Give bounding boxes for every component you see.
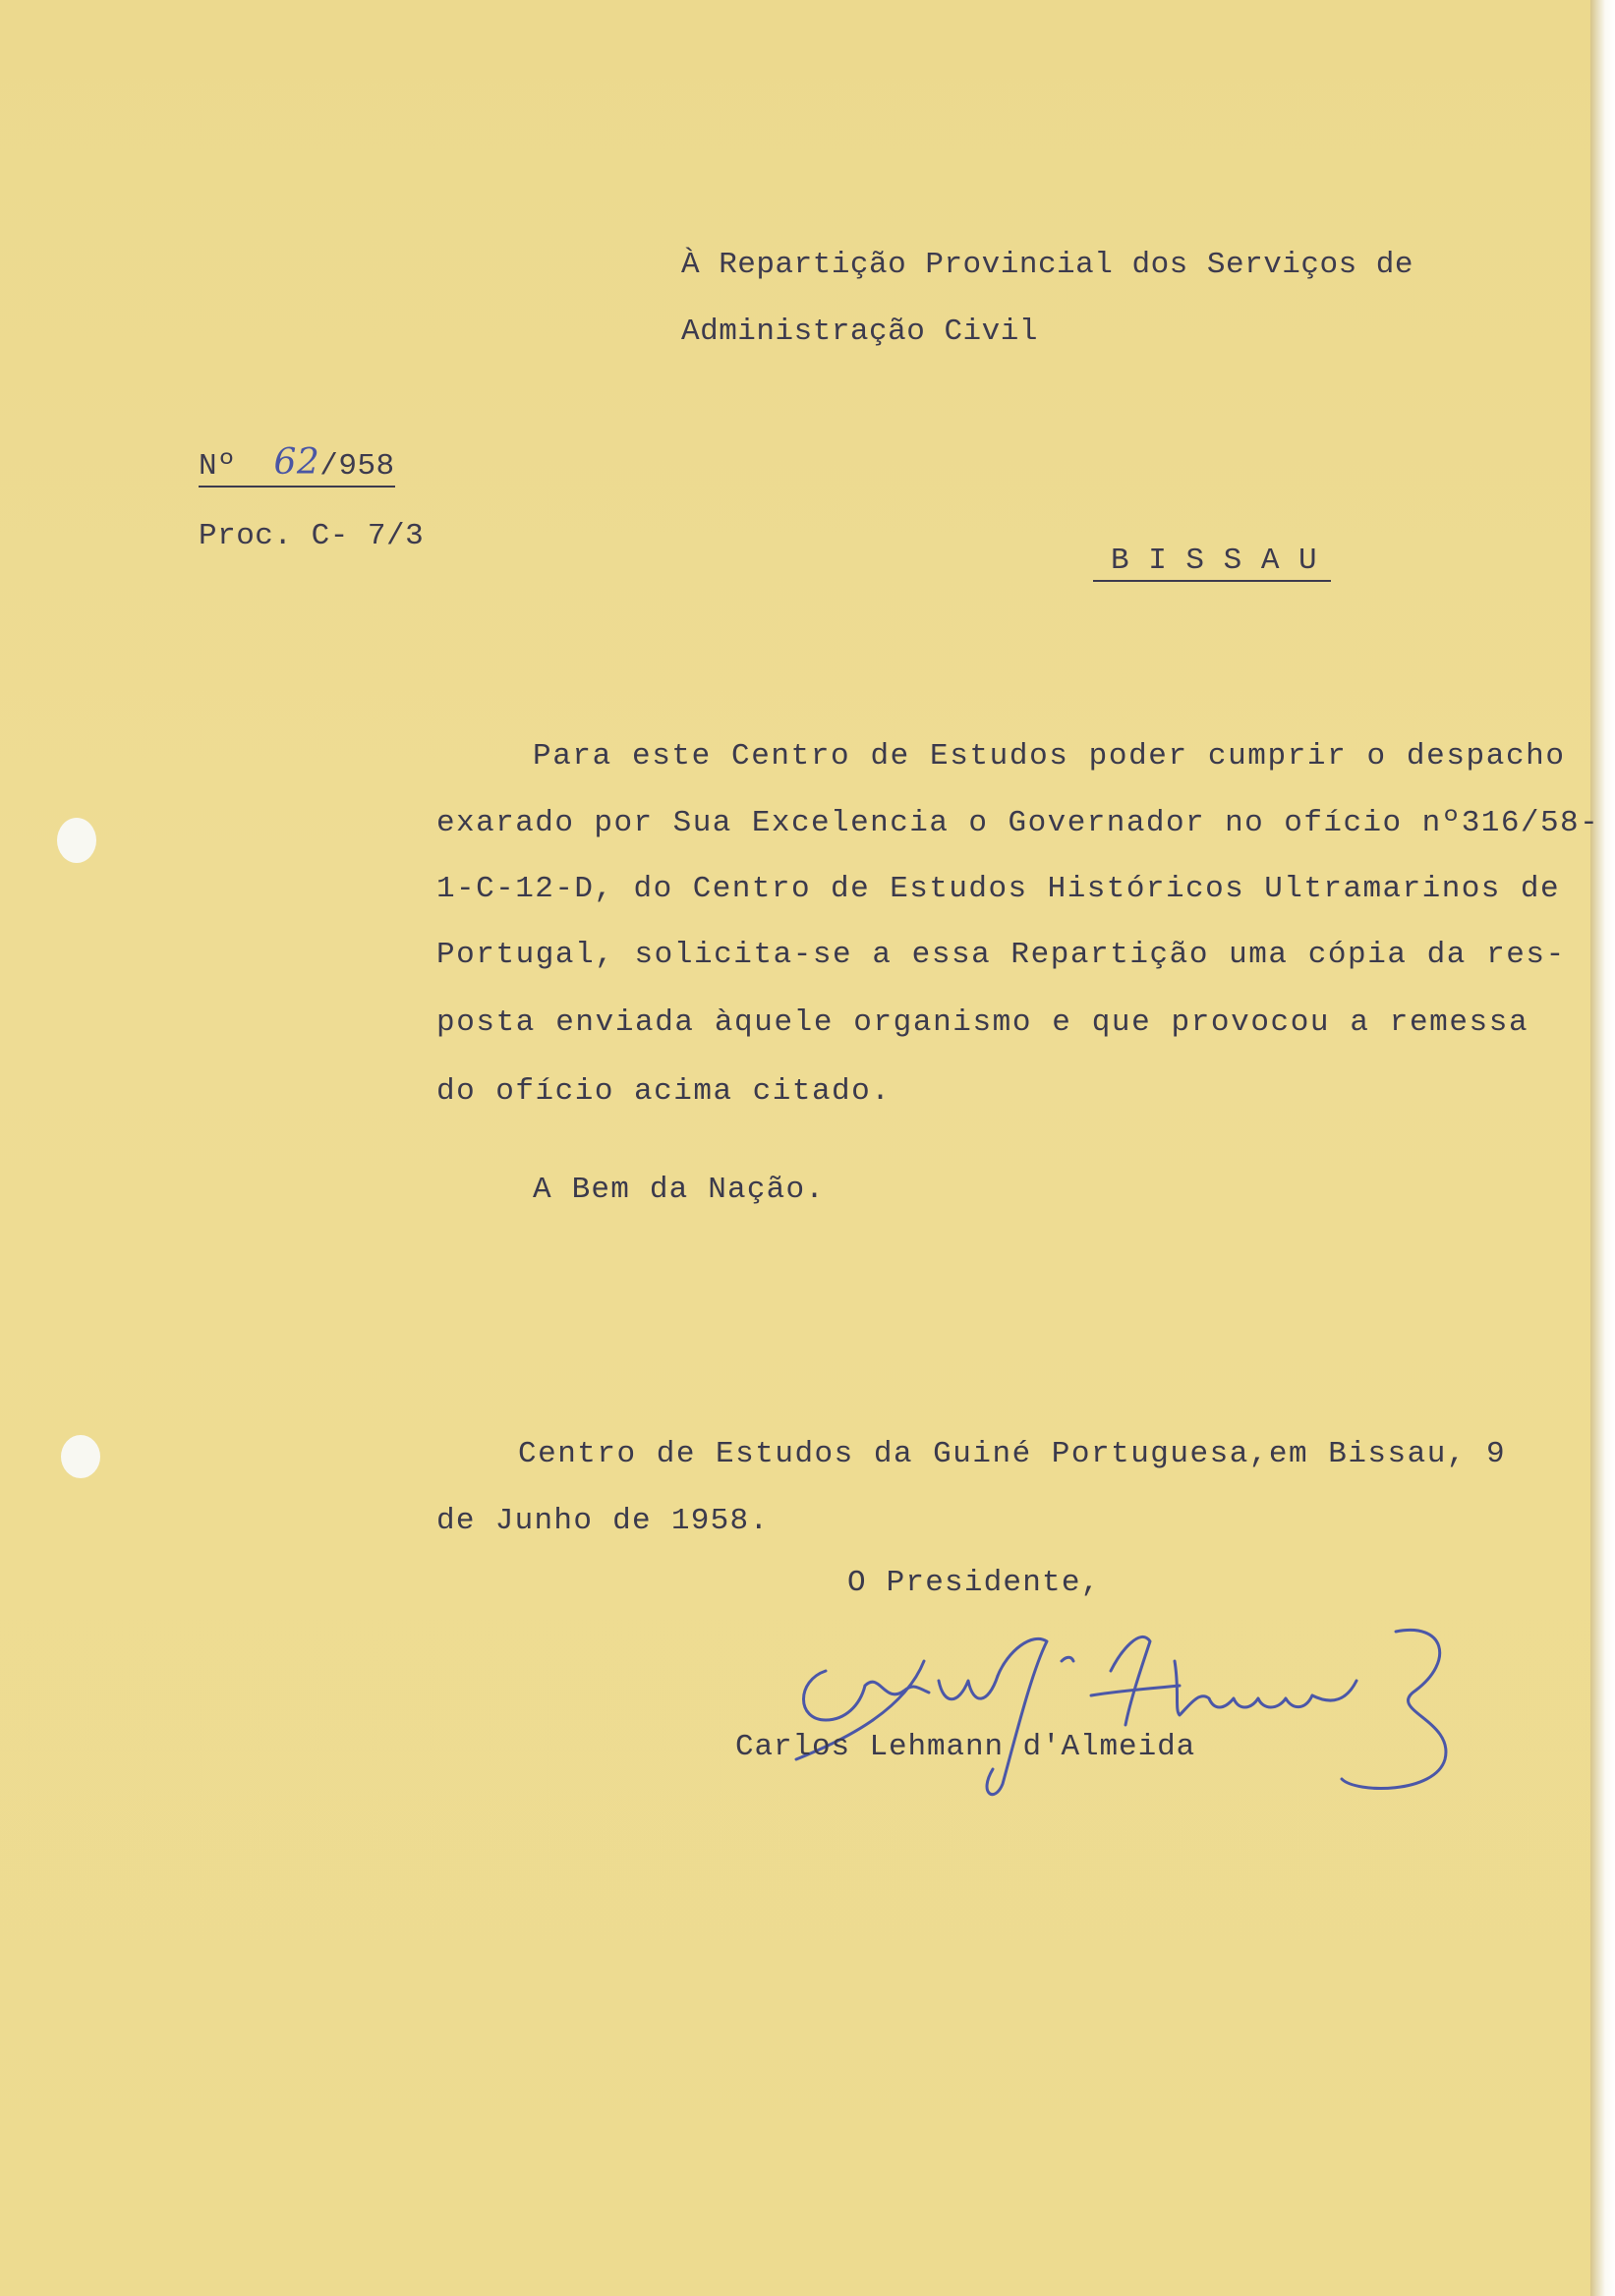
reference-number-suffix: /958 [319, 449, 395, 484]
punch-hole-bottom [61, 1435, 100, 1478]
dateline-line-2: de Junho de 1958. [436, 1504, 770, 1538]
location-heading: B I S S A U [1093, 544, 1331, 582]
closing-salutation: A Bem da Nação. [533, 1173, 826, 1207]
process-reference: Proc. C- 7/3 [199, 519, 425, 553]
body-line-3: 1-C-12-D, do Centro de Estudos Históricos Ultramarinos de [436, 872, 1561, 906]
body-line-1: Para este Centro de Estudos poder cumprir o despacho [533, 739, 1566, 774]
body-line-5: posta enviada àquele organismo e que provocou a remessa [436, 1005, 1529, 1040]
punch-hole-top [57, 818, 96, 863]
handwritten-signature [767, 1612, 1455, 1808]
addressee-line-1: À Repartição Provincial dos Serviços de [681, 248, 1414, 282]
dateline-line-1: Centro de Estudos da Guiné Portuguesa,em Bissau, 9 [518, 1437, 1507, 1471]
reference-number-handwritten: 62 [273, 442, 320, 483]
signatory-title: O Presidente, [847, 1566, 1101, 1600]
addressee-line-2: Administração Civil [681, 315, 1038, 349]
body-line-2: exarado por Sua Excelencia o Governador no ofício nº316/58- [436, 806, 1600, 840]
body-line-6: do ofício acima citado. [436, 1074, 892, 1109]
page-edge [1590, 0, 1615, 2296]
reference-number [199, 442, 395, 488]
signatory-name: Carlos Lehmann d'Almeida [735, 1730, 1196, 1764]
reference-number-prefix: Nº [199, 449, 237, 484]
body-line-4: Portugal, solicita-se a essa Repartição uma cópia da res- [436, 938, 1566, 972]
